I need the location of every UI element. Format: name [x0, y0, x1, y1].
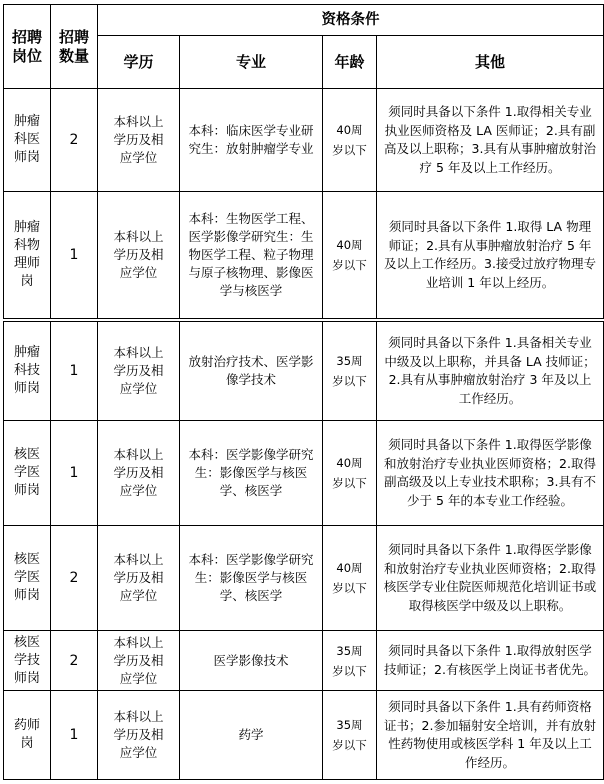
row-other: 须同时具备以下条件 1.取得放射医学技师证；2.有核医学上岗证书者优先。 [377, 631, 604, 691]
header-conditions: 资格条件 [98, 5, 604, 36]
recruitment-table-part-1 [3, 4, 604, 319]
recruitment-table-part-2 [3, 321, 604, 780]
row-education: 本科以上学历及相应学位 [98, 89, 180, 192]
table-row [4, 322, 604, 421]
row-count: 2 [51, 89, 98, 192]
row-count: 2 [51, 631, 98, 691]
row-education: 本科以上学历及相应学位 [98, 526, 180, 631]
row-education: 本科以上学历及相应学位 [98, 421, 180, 526]
header-education: 学历 [98, 36, 180, 89]
table-row [4, 89, 604, 192]
row-other: 须同时具备以下条件 1.具备相关专业中级及以上职称，并具备 LA 技师证；2.具有从事肿瘤放射治疗 3 年及以上工作经历。 [377, 322, 604, 421]
row-other: 须同时具备以下条件 1.取得医学影像和放射治疗专业执业医师资格；2.取得副高级及以上专业技术职称；3.具有不少于 5 年的本专业工作经验。 [377, 421, 604, 526]
row-major: 本科：临床医学专业研究生：放射肿瘤学专业 [180, 89, 323, 192]
row-age: 40周岁以下 [323, 192, 377, 319]
row-count: 1 [51, 691, 98, 780]
row-age: 35周岁以下 [323, 322, 377, 421]
row-major: 放射治疗技术、医学影像学技术 [180, 322, 323, 421]
row-other: 须同时具备以下条件 1.取得 LA 物理师证；2.具有从事肿瘤放射治疗 5 年及以上工作经历。3.接受过放疗物理专业培训 1 年以上经历。 [377, 192, 604, 319]
row-major: 医学影像技术 [180, 631, 323, 691]
row-position: 肿瘤科技师岗 [4, 322, 51, 421]
row-count: 1 [51, 421, 98, 526]
row-count: 1 [51, 192, 98, 319]
row-education: 本科以上学历及相应学位 [98, 192, 180, 319]
row-position: 核医学技师岗 [4, 631, 51, 691]
row-major: 药学 [180, 691, 323, 780]
header-age: 年龄 [323, 36, 377, 89]
row-age: 35周岁以下 [323, 691, 377, 780]
row-education: 本科以上学历及相应学位 [98, 322, 180, 421]
row-position: 肿瘤科医师岗 [4, 89, 51, 192]
table-row [4, 691, 604, 780]
row-position: 核医学医师岗 [4, 421, 51, 526]
row-count: 1 [51, 322, 98, 421]
row-other: 须同时具备以下条件 1.具有药师资格证书；2.参加辐射安全培训，并有放射性药物使用或核医学科 1 年及以上工作经历。 [377, 691, 604, 780]
row-position: 核医学医师岗 [4, 526, 51, 631]
header-other: 其他 [377, 36, 604, 89]
row-major: 本科：生物医学工程、医学影像学研究生：生物医学工程、粒子物理与原子核物理、影像医学与核医学 [180, 192, 323, 319]
table-row [4, 526, 604, 631]
row-position: 肿瘤科物理师岗 [4, 192, 51, 319]
row-age: 40周岁以下 [323, 89, 377, 192]
row-age: 40周岁以下 [323, 421, 377, 526]
header-count: 招聘数量 [51, 5, 98, 89]
row-age: 40周岁以下 [323, 526, 377, 631]
table-row [4, 631, 604, 691]
row-major: 本科：医学影像学研究生：影像医学与核医学、核医学 [180, 421, 323, 526]
header-major: 专业 [180, 36, 323, 89]
table-row [4, 192, 604, 319]
header-position: 招聘岗位 [4, 5, 51, 89]
row-education: 本科以上学历及相应学位 [98, 631, 180, 691]
row-other: 须同时具备以下条件 1.取得医学影像和放射治疗专业执业医师资格；2.取得核医学专业住院医师规范化培训证书或取得核医学中级及以上职称。 [377, 526, 604, 631]
table-row [4, 421, 604, 526]
row-age: 35周岁以下 [323, 631, 377, 691]
row-position: 药师岗 [4, 691, 51, 780]
row-major: 本科：医学影像学研究生：影像医学与核医学、核医学 [180, 526, 323, 631]
row-other: 须同时具备以下条件 1.取得相关专业执业医师资格及 LA 医师证；2.具有副高及以上职称；3.具有从事肿瘤放射治疗 5 年及以上工作经历。 [377, 89, 604, 192]
row-count: 2 [51, 526, 98, 631]
row-education: 本科以上学历及相应学位 [98, 691, 180, 780]
